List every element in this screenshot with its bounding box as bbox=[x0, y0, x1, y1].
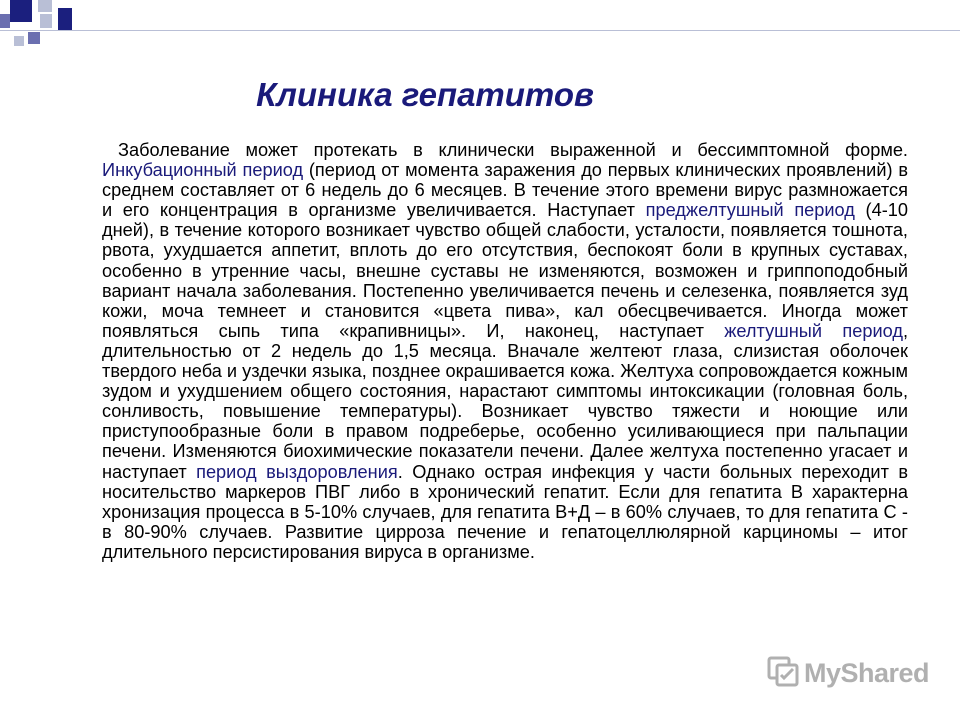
term-preicteric-period: преджелтушный период bbox=[645, 200, 855, 221]
deco-square-light bbox=[38, 0, 52, 12]
deco-square-dark-2 bbox=[58, 8, 72, 30]
deco-square-mid bbox=[0, 14, 10, 28]
deco-square-dark bbox=[10, 0, 32, 22]
text-run: (период от момента заражения до первых клинических проявлений) в среднем составляет от 6 недель до 6 месяцев. В течение этого времени вирус размножается и его концентрация в организме увеличивается. Наступает bbox=[102, 160, 908, 221]
text-run: , длительностью от 2 недель до 1,5 месяца. Вначале желтеют глаза, слизистая оболочек твердого неба и уздечки языка, позднее окрашивается кожа. Желтуха сопровождается кожным зудом и ухудшением общего состояния, нарастают симптомы интоксикации (головная боль, сонливость, повышение температуры). Возникает чувство тяжести и ноющие или приступообразные боли в правом подреберье, особенно усиливающиеся при пальпации печени. Изменяются биохимические показатели печени. Далее желтуха постепенно угасает и наступает bbox=[102, 320, 908, 482]
watermark-text: MyShared bbox=[804, 657, 930, 688]
deco-square-mid-2 bbox=[28, 32, 40, 44]
deco-square-light-2 bbox=[40, 14, 52, 28]
term-recovery-period: период выздоровления bbox=[196, 461, 398, 482]
term-icteric-period: желтушный период bbox=[724, 320, 903, 341]
myshared-watermark bbox=[766, 656, 929, 690]
slide-body-paragraph bbox=[102, 140, 908, 562]
text-run: (4-10 дней), в течение которого возникает чувство общей слабости, усталости, появляется тошнота, рвота, ухудшается аппетит, вплоть до его отсутствия, беспокоят боли в крупных суставах, особенно в утренние часы, внешне суставы не изменяются, возможен и гриппоподобный вариант начала заболевания. Постепенно увеличивается печень и селезенка, появляется зуд кожи, моча темнеет и становится «цвета пива», кал обесцвечивается. Иногда может появляться сыпь типа «крапивницы». И, наконец, наступает bbox=[102, 200, 908, 341]
header-divider-line bbox=[0, 30, 960, 31]
slide-title: Клиника гепатитов bbox=[256, 76, 594, 113]
deco-square-light-3 bbox=[14, 36, 24, 46]
text-run: . Однако острая инфекция у части больных переходит в носительство маркеров ПВГ либо в хронический гепатит. Если для гепатита В характерна хронизация процесса в 5-10% случаев, для гепатита В+Д – в 60% случаев, то для гепатита С - в 80-90% случаев. Развитие цирроза печение и гепатоцеллюлярной карциномы – итог длительного персистирования вируса в организме. bbox=[102, 461, 908, 562]
text-run: Заболевание может протекать в клинически выраженной и бессимптомной форме. bbox=[118, 140, 908, 160]
term-incubation-period: Инкубационный период bbox=[102, 160, 304, 181]
myshared-logo-icon bbox=[766, 654, 800, 693]
